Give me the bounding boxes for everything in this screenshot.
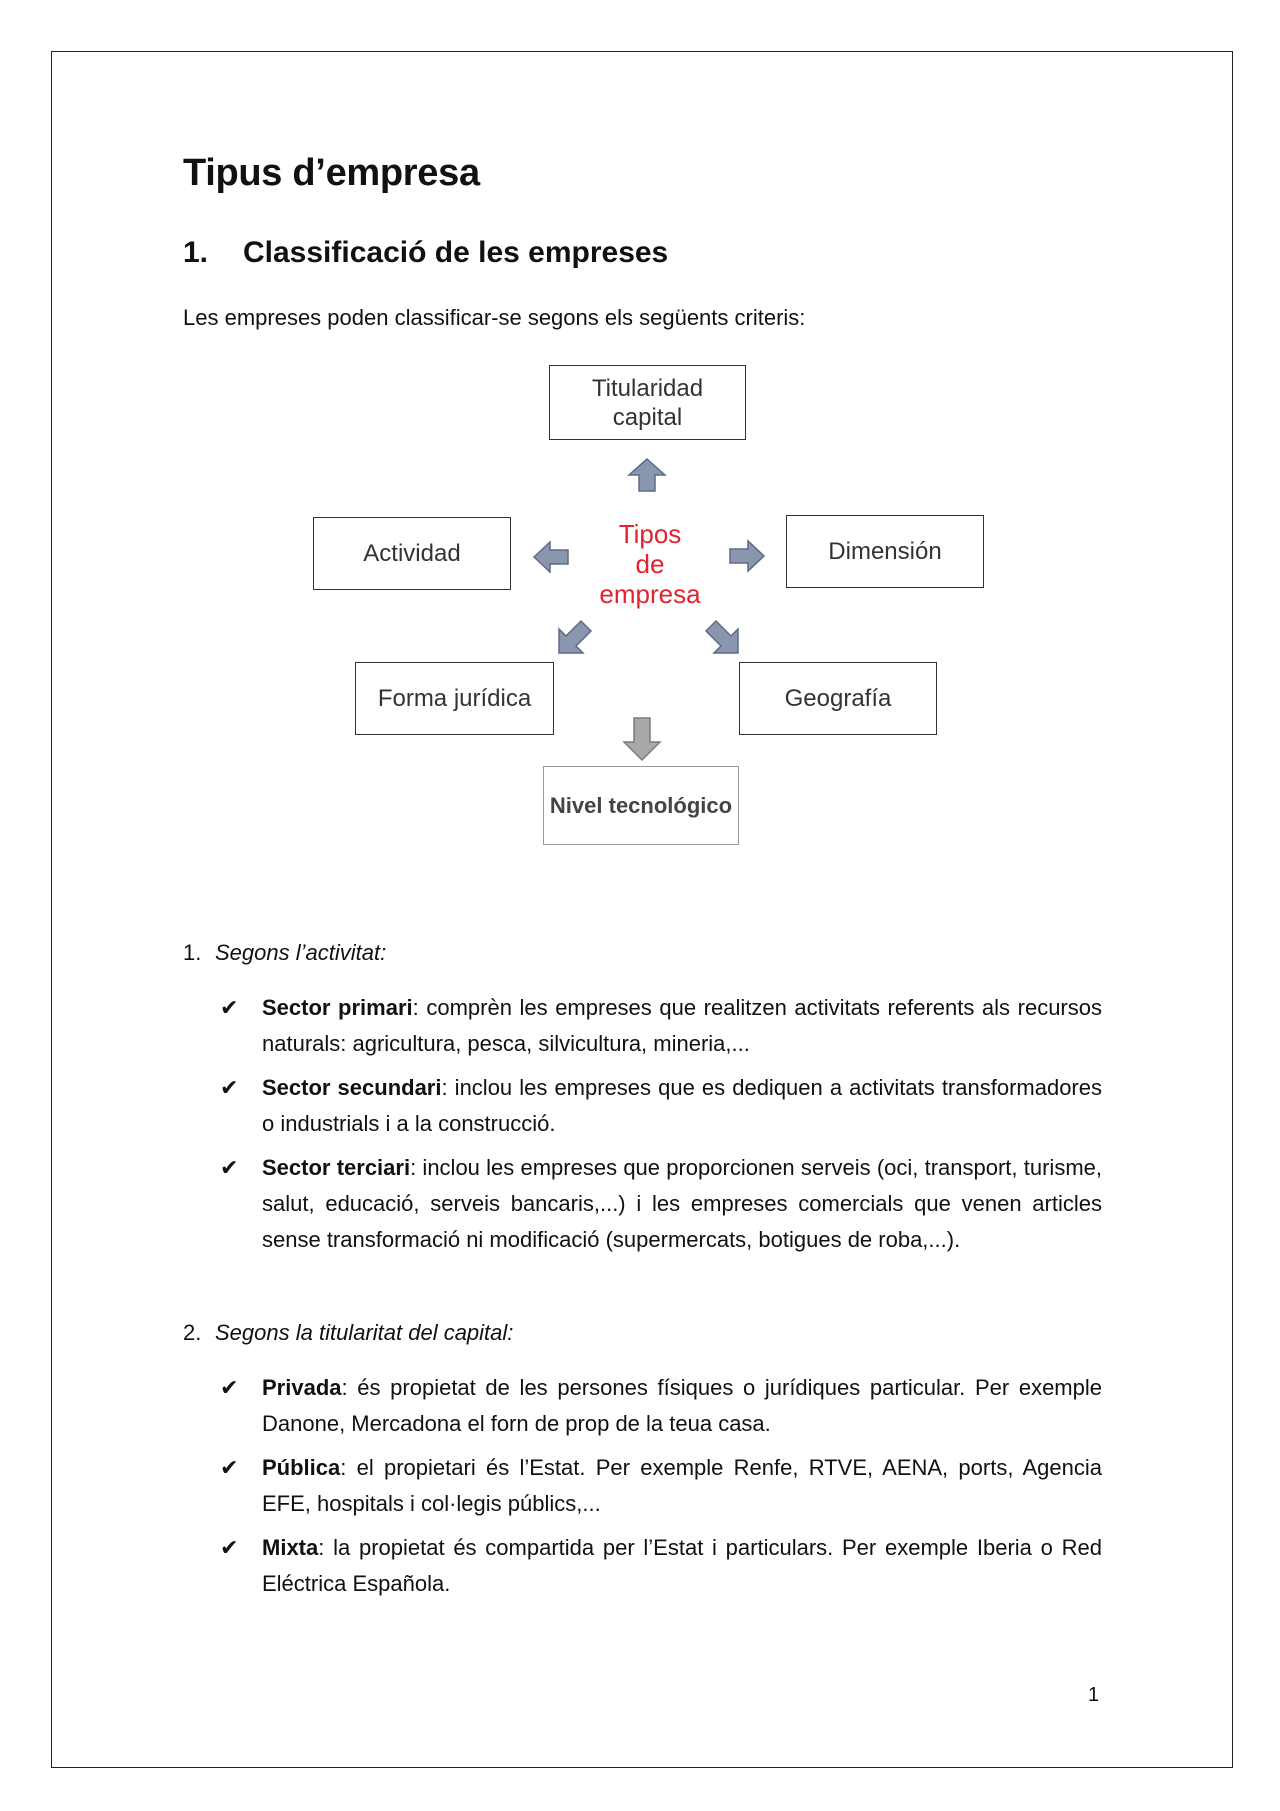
arrow-down-left-icon: [555, 617, 595, 657]
page-title: Tipus d’empresa: [183, 152, 480, 194]
box-titularidad-line2: capital: [612, 403, 683, 431]
box-titularidad: [549, 365, 746, 440]
box-nivel-tecnologico: Nivel tecnológico: [543, 766, 739, 845]
center-label-line2: de: [635, 549, 665, 579]
box-actividad: Actividad: [313, 517, 511, 590]
arrow-down-icon: [622, 716, 662, 762]
list-item: [220, 1370, 1102, 1442]
item-term: Privada: [262, 1375, 342, 1400]
center-label: [570, 519, 730, 609]
list2-heading: Segons la titularitat del capital:: [215, 1320, 514, 1345]
list1-heading: Segons l’activitat:: [215, 940, 387, 965]
item-term: Sector terciari: [262, 1155, 411, 1180]
center-label-line3: empresa: [599, 579, 701, 609]
list-item: [220, 1150, 1102, 1258]
item-text: : el propietari és l’Estat. Per exemple Renfe, RTVE, AENA, ports, Agencia EFE, hospitals i col·legis públics,...: [262, 1455, 1102, 1516]
item-term: Sector primari: [262, 995, 413, 1020]
item-text: : la propietat és compartida per l’Estat i particulars. Per exemple Iberia o Red Eléctrica Española.: [262, 1535, 1102, 1596]
arrow-up-icon: [627, 457, 667, 493]
item-term: Mixta: [262, 1535, 319, 1560]
check-icon: ✔: [220, 995, 239, 1020]
list-item: [220, 1070, 1102, 1142]
check-icon: ✔: [220, 1375, 239, 1400]
item-term: Sector secundari: [262, 1075, 442, 1100]
box-titularidad-line1: Titularidad: [591, 374, 704, 402]
list1-title: [183, 940, 386, 966]
check-icon: ✔: [220, 1455, 239, 1480]
page-number: 1: [1088, 1684, 1100, 1706]
arrow-left-icon: [532, 540, 570, 574]
section-number: 1.: [183, 236, 209, 269]
section-title: Classificació de les empreses: [243, 236, 669, 269]
item-text: : comprèn les empreses que realitzen activitats referents als recursos naturals: agricultura, pesca, silvicultura, mineria,...: [262, 995, 1102, 1056]
arrow-down-right-icon: [702, 617, 742, 657]
box-dimension: Dimensión: [786, 515, 984, 588]
item-text: : és propietat de les persones físiques o jurídiques particular. Per exemple Danone, Mercadona el forn de prop de la teua casa.: [262, 1375, 1102, 1436]
list1-items: [220, 990, 1102, 1266]
check-icon: ✔: [220, 1535, 239, 1560]
list-item: [220, 1530, 1102, 1602]
item-text: : inclou les empreses que proporcionen serveis (oci, transport, turisme, salut, educació, serveis bancaris,...) i les empreses comercials que venen articles sense transformació ni modificació (supermercats, botigues de roba,...).: [262, 1155, 1102, 1252]
box-forma-juridica: Forma jurídica: [355, 662, 554, 735]
list2-title: [183, 1320, 513, 1346]
company-types-diagram: [0, 0, 1280, 860]
check-icon: ✔: [220, 1155, 239, 1180]
box-geografia: Geografía: [739, 662, 937, 735]
center-label-line1: Tipos: [618, 519, 682, 549]
check-icon: ✔: [220, 1075, 239, 1100]
item-text: : inclou les empreses que es dediquen a activitats transformadores o industrials i a la construcció.: [262, 1075, 1102, 1136]
arrow-right-icon: [728, 539, 766, 573]
intro-text: Les empreses poden classificar-se segons els següents criteris:: [183, 305, 806, 330]
list2-number: 2.: [183, 1320, 202, 1345]
item-term: Pública: [262, 1455, 341, 1480]
list-item: [220, 990, 1102, 1062]
list-item: [220, 1450, 1102, 1522]
list2-items: [220, 1370, 1102, 1610]
list1-number: 1.: [183, 940, 202, 965]
